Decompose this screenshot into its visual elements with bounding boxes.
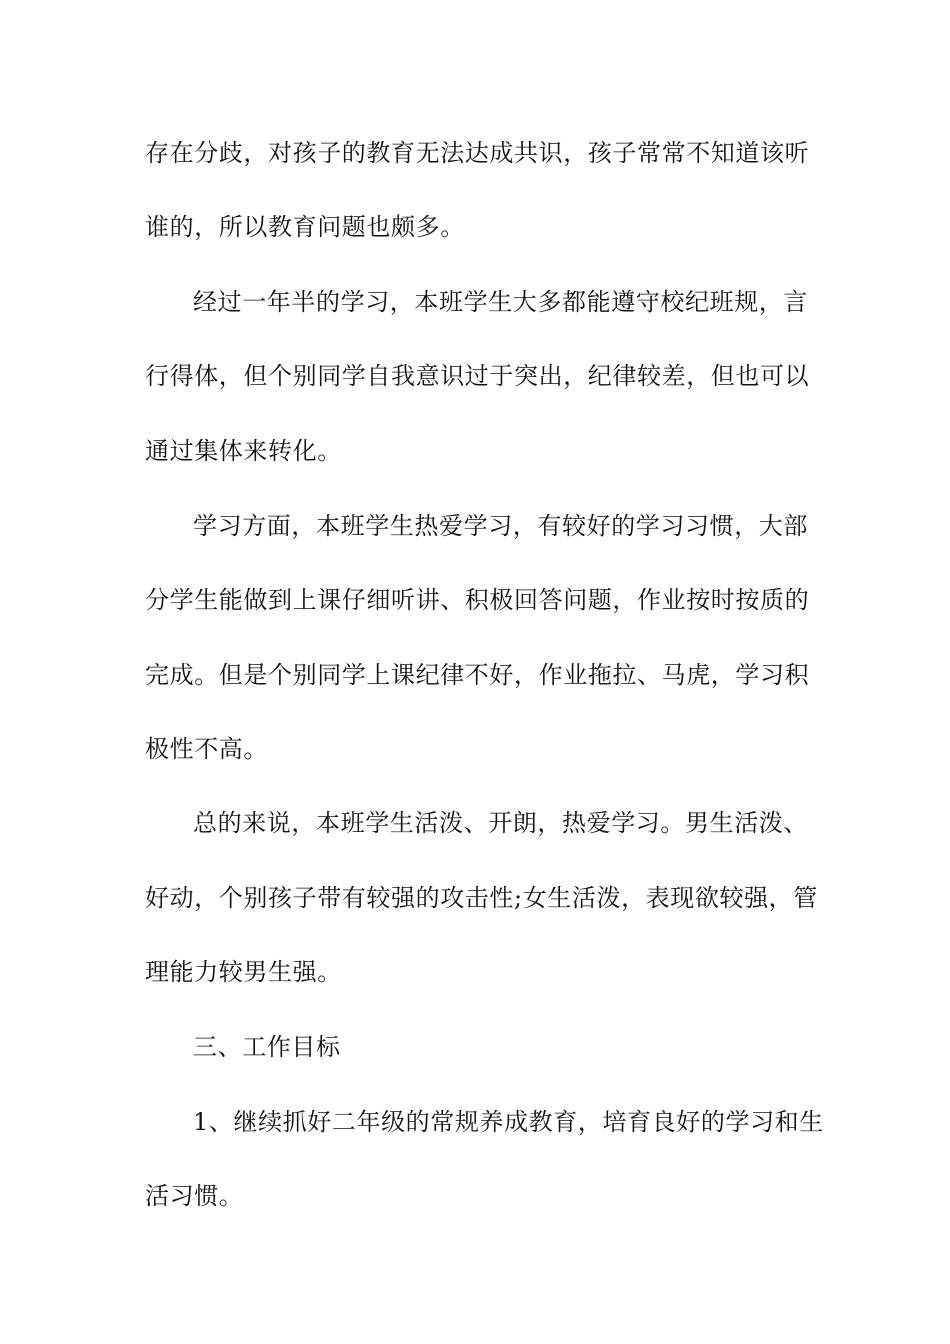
section-heading: 三、工作目标 bbox=[193, 1033, 341, 1061]
paragraph-line: 活习惯。 bbox=[145, 1182, 244, 1210]
paragraph-line: 总的来说，本班学生活泼、开朗，热爱学习。男生活泼、 bbox=[193, 809, 808, 837]
paragraph-line: 极性不高。 bbox=[145, 735, 268, 763]
paragraph-line: 经过一年半的学习，本班学生大多都能遵守校纪班规，言 bbox=[193, 288, 808, 316]
paragraph-line: 好动，个别孩子带有较强的攻击性;女生活泼，表现欲较强，管 bbox=[145, 884, 818, 912]
paragraph-line: 理能力较男生强。 bbox=[145, 958, 342, 986]
paragraph-line: 存在分歧，对孩子的教育无法达成共识，孩子常常不知道该听 bbox=[145, 139, 810, 167]
paragraph-line: 谁的，所以教育问题也颇多。 bbox=[145, 213, 465, 241]
paragraph-line: 分学生能做到上课仔细听讲、积极回答问题，作业按时按质的 bbox=[145, 586, 810, 614]
paragraph-line: 通过集体来转化。 bbox=[145, 437, 342, 465]
paragraph-line: 1、继续抓好二年级的常规养成教育，培育良好的学习和生 bbox=[193, 1108, 824, 1136]
paragraph-line: 完成。但是个别同学上课纪律不好，作业拖拉、马虎，学习积 bbox=[145, 661, 810, 689]
paragraph-line: 行得体，但个别同学自我意识过于突出，纪律较差，但也可以 bbox=[145, 362, 810, 390]
paragraph-line: 学习方面，本班学生热爱学习，有较好的学习习惯，大部 bbox=[193, 512, 808, 540]
